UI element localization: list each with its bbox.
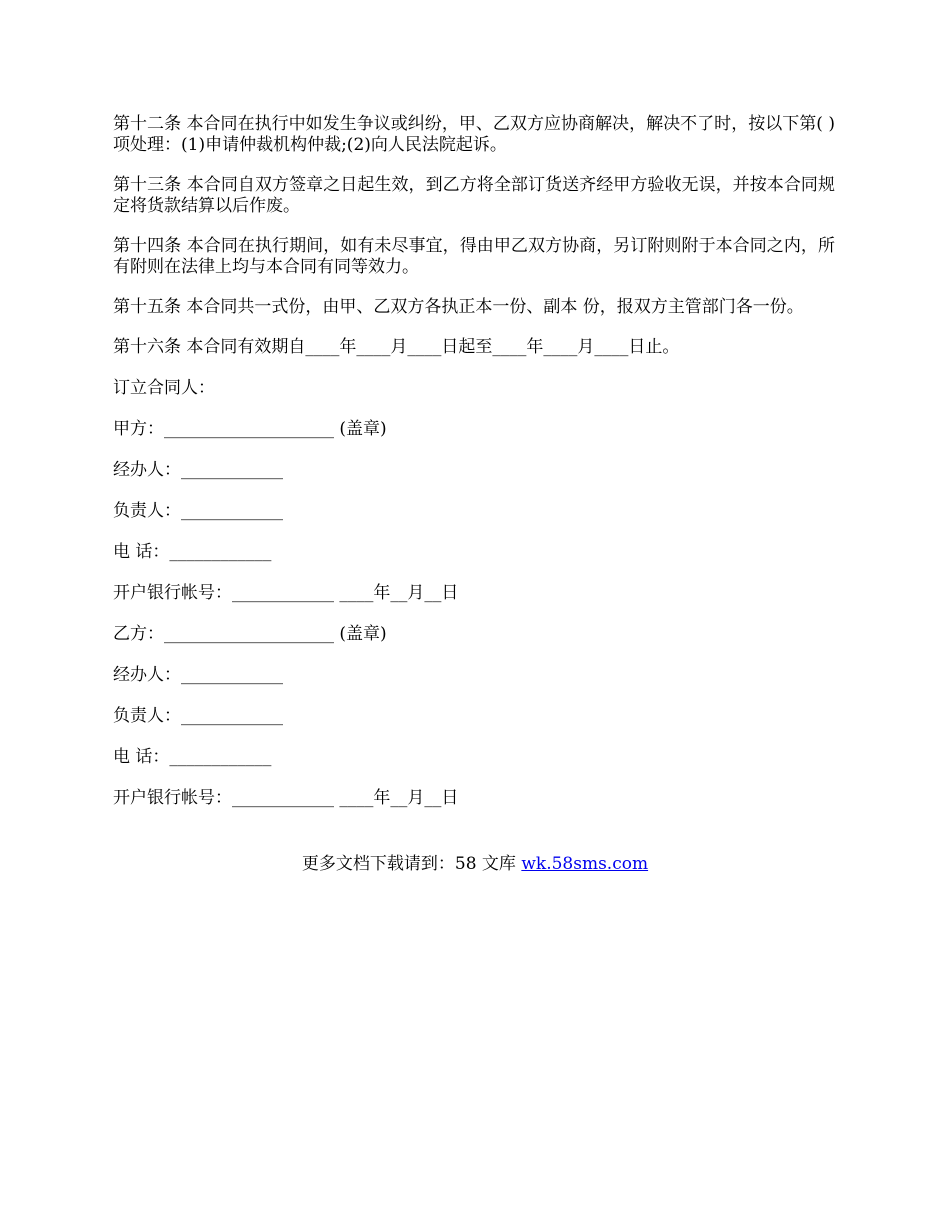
signers-heading: 订立合同人： (113, 378, 215, 398)
party-b-bank: 开户银行帐号：____________ ____年__月__日 (113, 788, 459, 808)
party-b-line: 乙方：____________________ (盖章) (113, 624, 387, 644)
party-b-phone: 电 话：____________ (113, 747, 272, 767)
article-13: 第十三条 本合同自双方签章之日起生效，到乙方将全部订货送齐经甲方验收无误，并按本合同规定将货款结算以后作废。 (113, 175, 835, 216)
footer-link[interactable]: wk.58sms.com (521, 854, 649, 874)
article-16: 第十六条 本合同有效期自____年____月____日起至____年____月____日止。 (113, 337, 680, 357)
article-12: 第十二条 本合同在执行中如发生争议或纠纷，甲、乙双方应协商解决，解决不了时，按以下第( )项处理：(1)申请仲裁机构仲裁;(2)向人民法院起诉。 (113, 114, 835, 155)
party-a-line: 甲方：____________________ (盖章) (113, 419, 387, 439)
article-15: 第十五条 本合同共一式份，由甲、乙双方各执正本一份、副本 份，报双方主管部门各一份。 (113, 297, 804, 317)
party-a-handler: 经办人：____________ (113, 460, 283, 480)
party-a-responsible: 负责人：____________ (113, 501, 283, 521)
contract-body (113, 114, 835, 829)
footer-text: 更多文档下载请到：58 文库 (301, 854, 522, 874)
party-a-phone: 电 话：____________ (113, 542, 272, 562)
download-footer (0, 854, 950, 875)
party-a-bank: 开户银行帐号：____________ ____年__月__日 (113, 583, 459, 603)
article-14: 第十四条 本合同在执行期间，如有未尽事宜，得由甲乙双方协商，另订附则附于本合同之内，所有附则在法律上均与本合同有同等效力。 (113, 236, 835, 277)
party-b-responsible: 负责人：____________ (113, 706, 283, 726)
party-b-handler: 经办人：____________ (113, 665, 283, 685)
